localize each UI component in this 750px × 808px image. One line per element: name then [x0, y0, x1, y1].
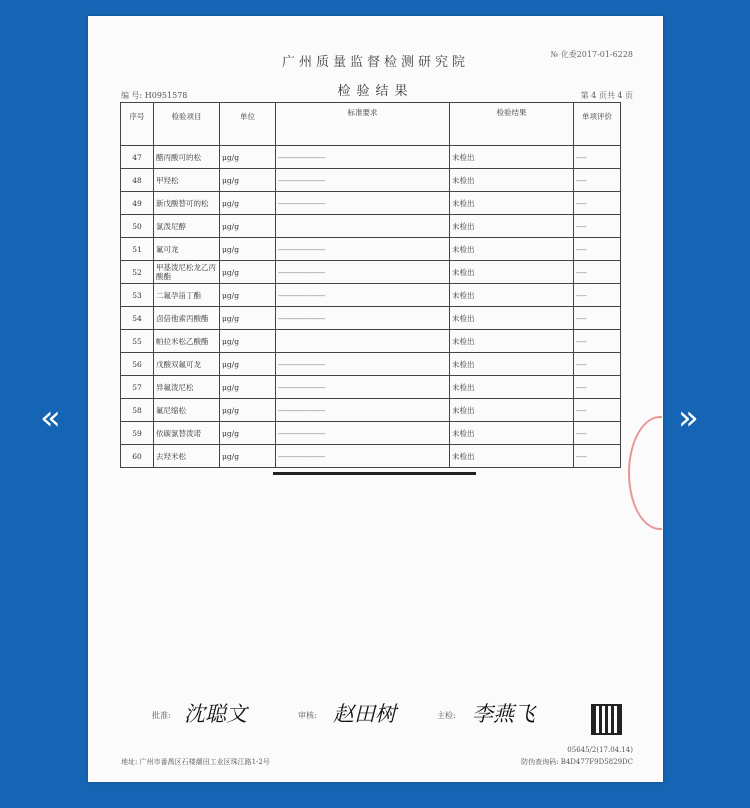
row-result: 未检出 [450, 445, 574, 468]
row-standard: ----------------------- [276, 445, 450, 468]
table-row [121, 330, 621, 353]
row-verdict: ----- [574, 146, 621, 169]
row-standard: ----------------------- [276, 238, 450, 261]
tester-label: 主检: [437, 711, 456, 720]
row-item: 醋丙酸可的松 [154, 146, 220, 169]
table-row [121, 307, 621, 330]
reviewer-label: 审核: [298, 711, 317, 720]
reference-number: № 化委2017-01-6228 [550, 50, 633, 59]
header-standard: 标准要求 [276, 103, 450, 146]
row-standard: ----------------------- [276, 422, 450, 445]
row-number: 49 [121, 192, 154, 215]
row-verdict: ----- [574, 353, 621, 376]
table-row [121, 445, 621, 468]
row-unit: μg/g [220, 215, 276, 238]
row-standard [276, 330, 450, 353]
row-unit: μg/g [220, 307, 276, 330]
row-result: 未检出 [450, 422, 574, 445]
table-row [121, 169, 621, 192]
row-standard: ----------------------- [276, 376, 450, 399]
row-result: 未检出 [450, 307, 574, 330]
row-number: 58 [121, 399, 154, 422]
report-title: 检验结果 [337, 84, 414, 99]
row-item: 甲羟松 [154, 169, 220, 192]
serial-number: 编 号: H0951578 [121, 91, 188, 100]
header-verdict: 单项评价 [574, 103, 621, 146]
table-row [121, 422, 621, 445]
row-result: 未检出 [450, 284, 574, 307]
row-unit: μg/g [220, 169, 276, 192]
prev-arrow-icon[interactable]: « [40, 398, 61, 438]
row-number: 56 [121, 353, 154, 376]
row-unit: μg/g [220, 146, 276, 169]
page-info: 第 4 页共 4 页 [580, 91, 633, 100]
row-unit: μg/g [220, 330, 276, 353]
report-page [88, 16, 663, 782]
table-row [121, 215, 621, 238]
row-result: 未检出 [450, 238, 574, 261]
table-row [121, 192, 621, 215]
row-verdict: ----- [574, 376, 621, 399]
row-verdict: ----- [574, 238, 621, 261]
row-item: 异氟泼尼松 [154, 376, 220, 399]
table-row [121, 353, 621, 376]
row-verdict: ----- [574, 307, 621, 330]
row-verdict: ----- [574, 215, 621, 238]
row-verdict: ----- [574, 192, 621, 215]
row-verdict: ----- [574, 422, 621, 445]
row-unit: μg/g [220, 192, 276, 215]
row-number: 52 [121, 261, 154, 284]
row-unit: μg/g [220, 284, 276, 307]
approver-signature: 沈聪文 [184, 702, 247, 726]
row-standard: ----------------------- [276, 399, 450, 422]
row-item: 氟可龙 [154, 238, 220, 261]
row-standard: ----------------------- [276, 307, 450, 330]
header-result: 检验结果 [450, 103, 574, 146]
row-verdict: ----- [574, 261, 621, 284]
row-item: 帕拉米松乙酸酯 [154, 330, 220, 353]
table-row [121, 399, 621, 422]
row-unit: μg/g [220, 238, 276, 261]
row-item: 新戊酸替可的松 [154, 192, 220, 215]
row-result: 未检出 [450, 330, 574, 353]
table-row [121, 238, 621, 261]
row-number: 51 [121, 238, 154, 261]
row-result: 未检出 [450, 192, 574, 215]
row-number: 55 [121, 330, 154, 353]
row-unit: μg/g [220, 422, 276, 445]
table-row [121, 146, 621, 169]
organization-name: 广州质量监督检测研究院 [281, 55, 469, 70]
tester-signature: 李燕飞 [472, 702, 535, 726]
row-item: 氯泼尼醇 [154, 215, 220, 238]
form-code: 05645/2(17.04.14) [567, 746, 633, 754]
header-unit: 单位 [220, 103, 276, 146]
row-verdict: ----- [574, 445, 621, 468]
header-item: 检验项目 [154, 103, 220, 146]
row-result: 未检出 [450, 353, 574, 376]
address: 地址: 广州市番禺区石楼潮田工业区珠江路1-2号 [121, 758, 270, 766]
next-arrow-icon[interactable]: » [678, 398, 699, 438]
row-item: 戊酸双氟可龙 [154, 353, 220, 376]
qr-code-icon [591, 704, 622, 735]
row-result: 未检出 [450, 261, 574, 284]
row-item: 氟尼缩松 [154, 399, 220, 422]
header-no: 序号 [121, 103, 154, 146]
anti-counterfeit-code: 防伪查询码: B4D477F9D5829DC [521, 758, 633, 766]
approver-label: 批准: [152, 711, 171, 720]
row-unit: μg/g [220, 353, 276, 376]
row-unit: μg/g [220, 261, 276, 284]
table-row [121, 376, 621, 399]
reviewer-signature: 赵田树 [333, 702, 396, 726]
results-table [120, 102, 621, 468]
end-of-table-line [273, 472, 476, 475]
row-standard: ----------------------- [276, 192, 450, 215]
row-number: 48 [121, 169, 154, 192]
row-number: 50 [121, 215, 154, 238]
row-result: 未检出 [450, 146, 574, 169]
row-item: 卤倍他索丙酸酯 [154, 307, 220, 330]
row-result: 未检出 [450, 399, 574, 422]
row-standard: ----------------------- [276, 261, 450, 284]
table-row [121, 284, 621, 307]
row-standard: ----------------------- [276, 146, 450, 169]
row-verdict: ----- [574, 284, 621, 307]
row-number: 47 [121, 146, 154, 169]
row-standard: ----------------------- [276, 169, 450, 192]
row-number: 54 [121, 307, 154, 330]
row-item: 依碳氯替泼诺 [154, 422, 220, 445]
row-result: 未检出 [450, 169, 574, 192]
row-unit: μg/g [220, 399, 276, 422]
row-verdict: ----- [574, 330, 621, 353]
row-number: 59 [121, 422, 154, 445]
row-result: 未检出 [450, 376, 574, 399]
row-standard: ----------------------- [276, 353, 450, 376]
row-verdict: ----- [574, 169, 621, 192]
row-number: 57 [121, 376, 154, 399]
row-item: 去羟米松 [154, 445, 220, 468]
row-number: 60 [121, 445, 154, 468]
row-unit: μg/g [220, 376, 276, 399]
row-result: 未检出 [450, 215, 574, 238]
row-standard: ----------------------- [276, 284, 450, 307]
row-standard [276, 215, 450, 238]
row-verdict: ----- [574, 399, 621, 422]
row-unit: μg/g [220, 445, 276, 468]
table-row [121, 261, 621, 284]
row-item: 二氟孕甾丁酯 [154, 284, 220, 307]
row-number: 53 [121, 284, 154, 307]
row-item: 甲基泼尼松龙乙丙酸酯 [154, 261, 220, 284]
